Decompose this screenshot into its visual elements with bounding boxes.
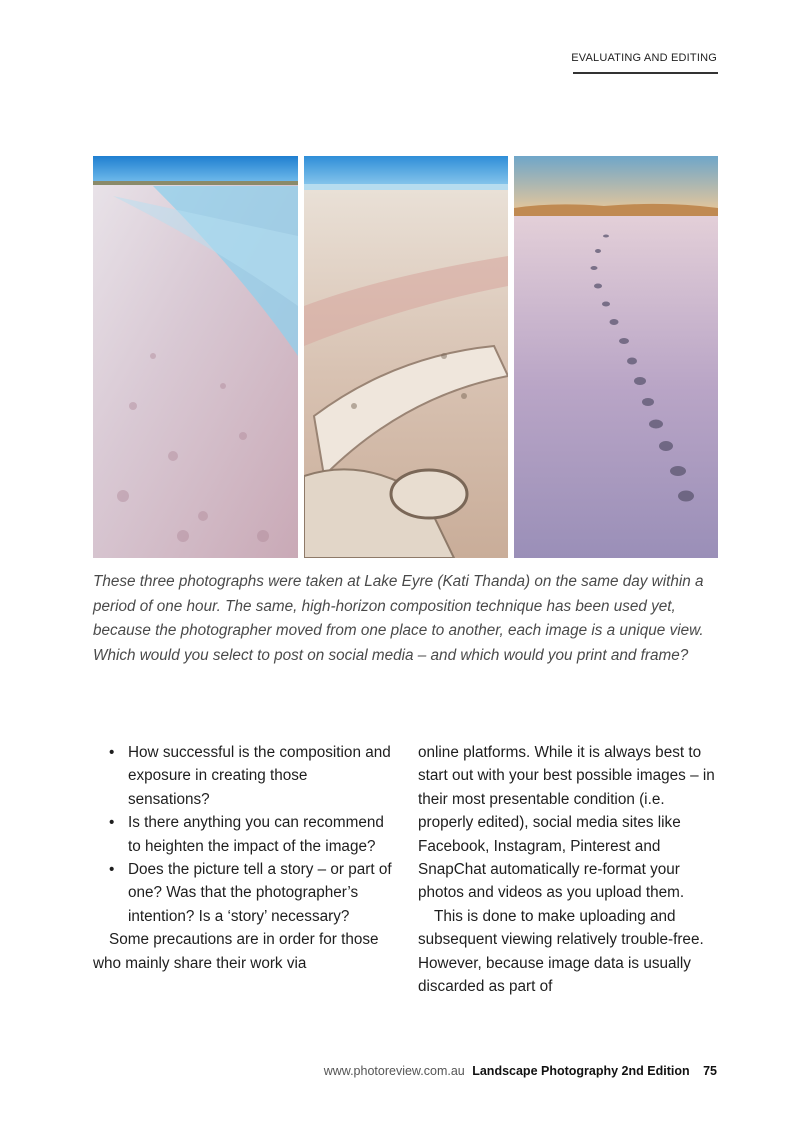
bullet-text: How successful is the composition and exposure in creating those sensations? — [128, 744, 391, 808]
photo-lake-eyre-3 — [514, 156, 718, 558]
section-header: EVALUATING AND EDITING — [571, 52, 717, 64]
body-paragraph: online platforms. While it is always best to start out with your best possible images – in their most presentable condition (i.e. properly edited), social media sites like Facebook, Instagram, Pinterest and SnapChat automatically re-format your photos and videos as you upload them. — [418, 744, 715, 902]
body-paragraph: This is done to make uploading and subsequent viewing relatively trouble-free. However, because image data is usually discarded as part of — [418, 907, 704, 996]
page-number: 75 — [703, 1064, 717, 1078]
bullet-item — [93, 811, 393, 858]
footer-book-title: Landscape Photography 2nd Edition — [472, 1064, 690, 1078]
bullet-text: Is there anything you can recommend to heighten the impact of the image? — [128, 814, 384, 855]
photo-lake-eyre-1 — [93, 156, 298, 558]
section-header-rule — [573, 72, 718, 74]
left-column — [93, 741, 393, 975]
footer-url: www.photoreview.com.au — [323, 1064, 465, 1078]
bullet-item — [93, 741, 393, 811]
bullet-item — [93, 858, 393, 928]
photo-lake-eyre-2 — [304, 156, 508, 558]
bullet-dot: • — [109, 814, 115, 832]
page-footer — [324, 1064, 717, 1078]
right-column — [418, 741, 718, 998]
photo-caption: These three photographs were taken at Lake Eyre (Kati Thanda) on the same day within a period of one hour. The same, high-horizon composition technique has been used yet, because the photographer moved from one place to another, each image is a unique view. Which would you select to post on social media – and which would you print and frame? — [93, 573, 704, 664]
body-paragraph: Some precautions are in order for those who mainly share their work via — [93, 931, 379, 972]
bullet-text: Does the picture tell a story – or part of one? Was that the photographer’s intention? Is a ‘story’ necessary? — [128, 861, 392, 925]
bullet-dot: • — [109, 861, 115, 879]
bullet-dot: • — [109, 744, 115, 761]
